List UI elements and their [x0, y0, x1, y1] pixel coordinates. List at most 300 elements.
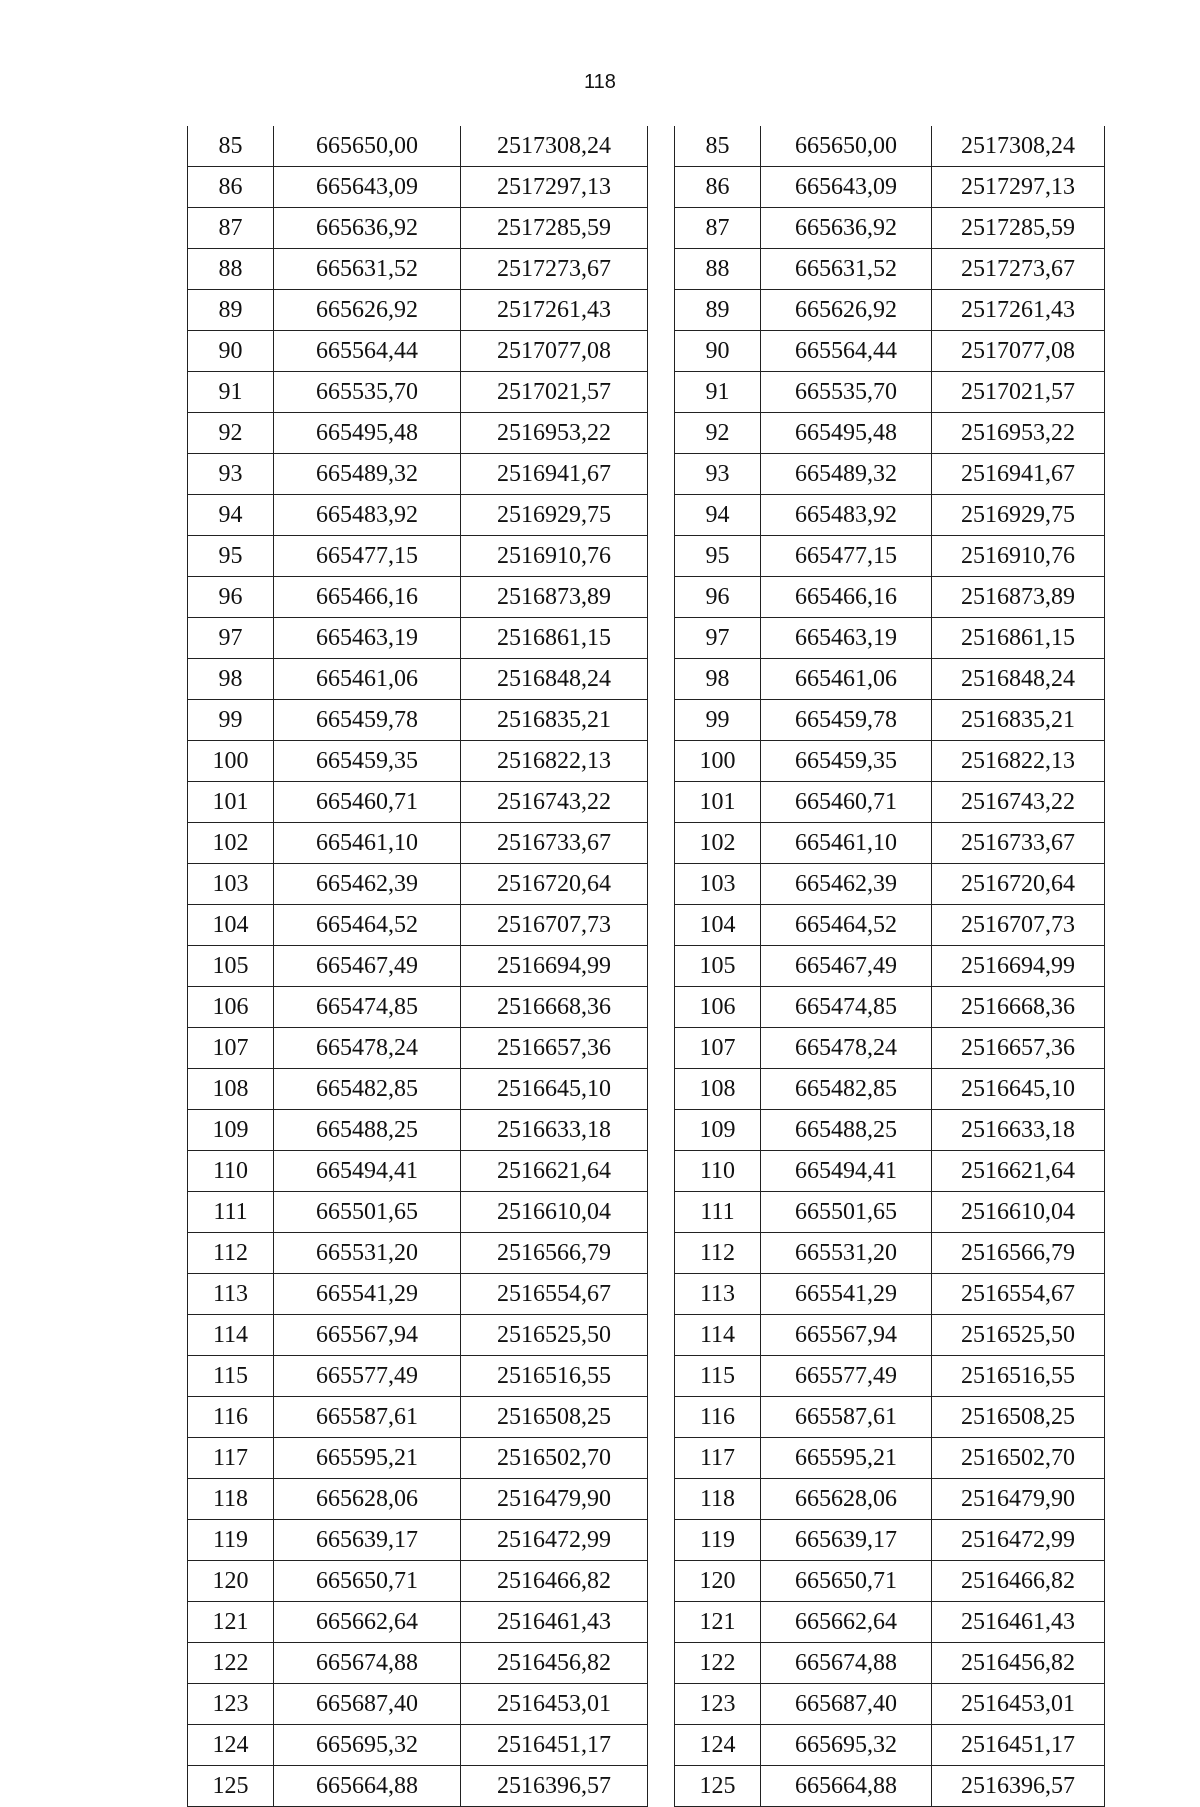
- y-coordinate-cell: 2516953,22: [461, 413, 648, 454]
- y-coordinate-cell: 2516929,75: [932, 495, 1105, 536]
- y-coordinate-cell: 2516861,15: [932, 618, 1105, 659]
- y-coordinate-cell: 2516610,04: [932, 1192, 1105, 1233]
- x-coordinate-cell: 665631,52: [274, 249, 461, 290]
- x-coordinate-cell: 665650,71: [274, 1561, 461, 1602]
- point-number-cell: 115: [675, 1356, 761, 1397]
- x-coordinate-cell: 665662,64: [274, 1602, 461, 1643]
- x-coordinate-cell: 665650,00: [274, 126, 461, 167]
- table-row: [675, 1438, 1105, 1479]
- x-coordinate-cell: 665674,88: [274, 1643, 461, 1684]
- table-row: [188, 1479, 648, 1520]
- x-coordinate-cell: 665460,71: [761, 782, 932, 823]
- y-coordinate-cell: 2516822,13: [461, 741, 648, 782]
- x-coordinate-cell: 665577,49: [274, 1356, 461, 1397]
- y-coordinate-cell: 2516929,75: [461, 495, 648, 536]
- x-coordinate-cell: 665595,21: [274, 1438, 461, 1479]
- table-row: [675, 331, 1105, 372]
- point-number-cell: 119: [188, 1520, 274, 1561]
- x-coordinate-cell: 665463,19: [761, 618, 932, 659]
- point-number-cell: 110: [675, 1151, 761, 1192]
- y-coordinate-cell: 2516707,73: [932, 905, 1105, 946]
- table-row: [188, 1110, 648, 1151]
- x-coordinate-cell: 665643,09: [761, 167, 932, 208]
- table-row: [675, 1356, 1105, 1397]
- point-number-cell: 124: [188, 1725, 274, 1766]
- y-coordinate-cell: 2516657,36: [461, 1028, 648, 1069]
- table-row: [675, 1274, 1105, 1315]
- point-number-cell: 104: [675, 905, 761, 946]
- table-row: [188, 987, 648, 1028]
- table-row: [188, 290, 648, 331]
- point-number-cell: 103: [188, 864, 274, 905]
- y-coordinate-cell: 2516910,76: [461, 536, 648, 577]
- y-coordinate-cell: 2516566,79: [932, 1233, 1105, 1274]
- table-row: [675, 1602, 1105, 1643]
- table-row: [675, 1397, 1105, 1438]
- y-coordinate-cell: 2516910,76: [932, 536, 1105, 577]
- table-row: [188, 1151, 648, 1192]
- point-number-cell: 102: [675, 823, 761, 864]
- x-coordinate-cell: 665636,92: [274, 208, 461, 249]
- point-number-cell: 87: [188, 208, 274, 249]
- y-coordinate-cell: 2516668,36: [932, 987, 1105, 1028]
- point-number-cell: 124: [675, 1725, 761, 1766]
- point-number-cell: 85: [675, 126, 761, 167]
- point-number-cell: 111: [675, 1192, 761, 1233]
- table-row: [188, 782, 648, 823]
- table-row: [188, 208, 648, 249]
- y-coordinate-cell: 2516453,01: [461, 1684, 648, 1725]
- table-row: [188, 372, 648, 413]
- x-coordinate-cell: 665564,44: [274, 331, 461, 372]
- point-number-cell: 96: [675, 577, 761, 618]
- y-coordinate-cell: 2517021,57: [932, 372, 1105, 413]
- y-coordinate-cell: 2516466,82: [932, 1561, 1105, 1602]
- y-coordinate-cell: 2516566,79: [461, 1233, 648, 1274]
- x-coordinate-cell: 665695,32: [761, 1725, 932, 1766]
- table-row: [188, 249, 648, 290]
- point-number-cell: 118: [675, 1479, 761, 1520]
- table-row: [675, 659, 1105, 700]
- point-number-cell: 113: [188, 1274, 274, 1315]
- point-number-cell: 123: [188, 1684, 274, 1725]
- table-row: [675, 454, 1105, 495]
- x-coordinate-cell: 665477,15: [274, 536, 461, 577]
- x-coordinate-cell: 665595,21: [761, 1438, 932, 1479]
- y-coordinate-cell: 2517297,13: [932, 167, 1105, 208]
- y-coordinate-cell: 2516707,73: [461, 905, 648, 946]
- x-coordinate-cell: 665459,78: [274, 700, 461, 741]
- y-coordinate-cell: 2516953,22: [932, 413, 1105, 454]
- table-row: [675, 946, 1105, 987]
- y-coordinate-cell: 2516396,57: [932, 1766, 1105, 1807]
- x-coordinate-cell: 665466,16: [274, 577, 461, 618]
- point-number-cell: 86: [675, 167, 761, 208]
- table-row: [188, 577, 648, 618]
- point-number-cell: 123: [675, 1684, 761, 1725]
- point-number-cell: 97: [675, 618, 761, 659]
- table-row: [675, 372, 1105, 413]
- x-coordinate-cell: 665501,65: [274, 1192, 461, 1233]
- point-number-cell: 120: [188, 1561, 274, 1602]
- table-row: [188, 495, 648, 536]
- y-coordinate-cell: 2516835,21: [932, 700, 1105, 741]
- table-row: [675, 1766, 1105, 1807]
- y-coordinate-cell: 2516451,17: [461, 1725, 648, 1766]
- x-coordinate-cell: 665483,92: [274, 495, 461, 536]
- y-coordinate-cell: 2516645,10: [461, 1069, 648, 1110]
- y-coordinate-cell: 2516554,67: [461, 1274, 648, 1315]
- point-number-cell: 106: [675, 987, 761, 1028]
- point-number-cell: 89: [675, 290, 761, 331]
- table-row: [675, 823, 1105, 864]
- x-coordinate-cell: 665628,06: [761, 1479, 932, 1520]
- x-coordinate-cell: 665650,71: [761, 1561, 932, 1602]
- point-number-cell: 112: [188, 1233, 274, 1274]
- table-row: [675, 208, 1105, 249]
- point-number-cell: 104: [188, 905, 274, 946]
- x-coordinate-cell: 665531,20: [761, 1233, 932, 1274]
- y-coordinate-cell: 2517021,57: [461, 372, 648, 413]
- table-row: [188, 1766, 648, 1807]
- point-number-cell: 118: [188, 1479, 274, 1520]
- y-coordinate-cell: 2516848,24: [461, 659, 648, 700]
- x-coordinate-cell: 665687,40: [761, 1684, 932, 1725]
- coordinates-table-left: [187, 126, 648, 1807]
- table-row: [188, 864, 648, 905]
- x-coordinate-cell: 665483,92: [761, 495, 932, 536]
- y-coordinate-cell: 2516848,24: [932, 659, 1105, 700]
- point-number-cell: 88: [188, 249, 274, 290]
- table-row: [675, 167, 1105, 208]
- y-coordinate-cell: 2517308,24: [461, 126, 648, 167]
- point-number-cell: 114: [188, 1315, 274, 1356]
- y-coordinate-cell: 2516633,18: [461, 1110, 648, 1151]
- point-number-cell: 122: [675, 1643, 761, 1684]
- y-coordinate-cell: 2516525,50: [461, 1315, 648, 1356]
- table-row: [188, 167, 648, 208]
- point-number-cell: 114: [675, 1315, 761, 1356]
- y-coordinate-cell: 2516451,17: [932, 1725, 1105, 1766]
- x-coordinate-cell: 665587,61: [274, 1397, 461, 1438]
- y-coordinate-cell: 2516456,82: [461, 1643, 648, 1684]
- x-coordinate-cell: 665482,85: [761, 1069, 932, 1110]
- x-coordinate-cell: 665477,15: [761, 536, 932, 577]
- y-coordinate-cell: 2516453,01: [932, 1684, 1105, 1725]
- point-number-cell: 100: [188, 741, 274, 782]
- y-coordinate-cell: 2516720,64: [461, 864, 648, 905]
- table-row: [675, 700, 1105, 741]
- y-coordinate-cell: 2516743,22: [461, 782, 648, 823]
- x-coordinate-cell: 665564,44: [761, 331, 932, 372]
- x-coordinate-cell: 665501,65: [761, 1192, 932, 1233]
- table-row: [675, 1643, 1105, 1684]
- table-row: [188, 1233, 648, 1274]
- point-number-cell: 101: [188, 782, 274, 823]
- x-coordinate-cell: 665639,17: [761, 1520, 932, 1561]
- y-coordinate-cell: 2517285,59: [932, 208, 1105, 249]
- point-number-cell: 92: [188, 413, 274, 454]
- table-row: [188, 1725, 648, 1766]
- x-coordinate-cell: 665460,71: [274, 782, 461, 823]
- point-number-cell: 116: [675, 1397, 761, 1438]
- point-number-cell: 125: [188, 1766, 274, 1807]
- x-coordinate-cell: 665631,52: [761, 249, 932, 290]
- x-coordinate-cell: 665489,32: [274, 454, 461, 495]
- y-coordinate-cell: 2516525,50: [932, 1315, 1105, 1356]
- point-number-cell: 112: [675, 1233, 761, 1274]
- table-row: [675, 249, 1105, 290]
- table-row: [188, 1192, 648, 1233]
- table-row: [188, 1315, 648, 1356]
- point-number-cell: 99: [188, 700, 274, 741]
- x-coordinate-cell: 665626,92: [761, 290, 932, 331]
- y-coordinate-cell: 2516508,25: [932, 1397, 1105, 1438]
- y-coordinate-cell: 2516657,36: [932, 1028, 1105, 1069]
- y-coordinate-cell: 2516822,13: [932, 741, 1105, 782]
- y-coordinate-cell: 2516743,22: [932, 782, 1105, 823]
- table-row: [188, 1643, 648, 1684]
- table-row: [675, 618, 1105, 659]
- y-coordinate-cell: 2516668,36: [461, 987, 648, 1028]
- point-number-cell: 108: [188, 1069, 274, 1110]
- point-number-cell: 99: [675, 700, 761, 741]
- x-coordinate-cell: 665535,70: [274, 372, 461, 413]
- point-number-cell: 119: [675, 1520, 761, 1561]
- point-number-cell: 88: [675, 249, 761, 290]
- point-number-cell: 100: [675, 741, 761, 782]
- point-number-cell: 121: [188, 1602, 274, 1643]
- point-number-cell: 106: [188, 987, 274, 1028]
- y-coordinate-cell: 2517308,24: [932, 126, 1105, 167]
- x-coordinate-cell: 665474,85: [274, 987, 461, 1028]
- x-coordinate-cell: 665462,39: [274, 864, 461, 905]
- y-coordinate-cell: 2516621,64: [461, 1151, 648, 1192]
- y-coordinate-cell: 2516472,99: [932, 1520, 1105, 1561]
- table-row: [675, 1725, 1105, 1766]
- point-number-cell: 90: [188, 331, 274, 372]
- x-coordinate-cell: 665662,64: [761, 1602, 932, 1643]
- x-coordinate-cell: 665495,48: [761, 413, 932, 454]
- point-number-cell: 89: [188, 290, 274, 331]
- table-row: [675, 126, 1105, 167]
- x-coordinate-cell: 665495,48: [274, 413, 461, 454]
- x-coordinate-cell: 665695,32: [274, 1725, 461, 1766]
- point-number-cell: 96: [188, 577, 274, 618]
- x-coordinate-cell: 665461,10: [274, 823, 461, 864]
- point-number-cell: 95: [188, 536, 274, 577]
- point-number-cell: 98: [188, 659, 274, 700]
- point-number-cell: 105: [675, 946, 761, 987]
- table-row: [188, 946, 648, 987]
- table-row: [188, 536, 648, 577]
- y-coordinate-cell: 2517077,08: [461, 331, 648, 372]
- x-coordinate-cell: 665478,24: [761, 1028, 932, 1069]
- point-number-cell: 103: [675, 864, 761, 905]
- y-coordinate-cell: 2516941,67: [932, 454, 1105, 495]
- table-row: [675, 1315, 1105, 1356]
- y-coordinate-cell: 2516694,99: [932, 946, 1105, 987]
- point-number-cell: 91: [188, 372, 274, 413]
- table-row: [188, 1028, 648, 1069]
- point-number-cell: 101: [675, 782, 761, 823]
- y-coordinate-cell: 2516516,55: [932, 1356, 1105, 1397]
- point-number-cell: 90: [675, 331, 761, 372]
- x-coordinate-cell: 665463,19: [274, 618, 461, 659]
- y-coordinate-cell: 2516610,04: [461, 1192, 648, 1233]
- y-coordinate-cell: 2517077,08: [932, 331, 1105, 372]
- x-coordinate-cell: 665535,70: [761, 372, 932, 413]
- y-coordinate-cell: 2516873,89: [932, 577, 1105, 618]
- y-coordinate-cell: 2517297,13: [461, 167, 648, 208]
- x-coordinate-cell: 665643,09: [274, 167, 461, 208]
- table-row: [675, 1069, 1105, 1110]
- x-coordinate-cell: 665664,88: [274, 1766, 461, 1807]
- x-coordinate-cell: 665587,61: [761, 1397, 932, 1438]
- y-coordinate-cell: 2516645,10: [932, 1069, 1105, 1110]
- table-row: [188, 700, 648, 741]
- point-number-cell: 107: [188, 1028, 274, 1069]
- y-coordinate-cell: 2516479,90: [932, 1479, 1105, 1520]
- point-number-cell: 117: [188, 1438, 274, 1479]
- x-coordinate-cell: 665636,92: [761, 208, 932, 249]
- table-row: [675, 1028, 1105, 1069]
- x-coordinate-cell: 665474,85: [761, 987, 932, 1028]
- x-coordinate-cell: 665664,88: [761, 1766, 932, 1807]
- y-coordinate-cell: 2516466,82: [461, 1561, 648, 1602]
- x-coordinate-cell: 665494,41: [274, 1151, 461, 1192]
- y-coordinate-cell: 2517273,67: [932, 249, 1105, 290]
- point-number-cell: 117: [675, 1438, 761, 1479]
- x-coordinate-cell: 665639,17: [274, 1520, 461, 1561]
- x-coordinate-cell: 665674,88: [761, 1643, 932, 1684]
- point-number-cell: 87: [675, 208, 761, 249]
- y-coordinate-cell: 2516861,15: [461, 618, 648, 659]
- y-coordinate-cell: 2516835,21: [461, 700, 648, 741]
- y-coordinate-cell: 2516694,99: [461, 946, 648, 987]
- x-coordinate-cell: 665482,85: [274, 1069, 461, 1110]
- x-coordinate-cell: 665478,24: [274, 1028, 461, 1069]
- point-number-cell: 108: [675, 1069, 761, 1110]
- table-row: [675, 1684, 1105, 1725]
- y-coordinate-cell: 2516633,18: [932, 1110, 1105, 1151]
- table-row: [188, 1356, 648, 1397]
- table-row: [675, 1561, 1105, 1602]
- point-number-cell: 121: [675, 1602, 761, 1643]
- point-number-cell: 93: [188, 454, 274, 495]
- y-coordinate-cell: 2516456,82: [932, 1643, 1105, 1684]
- x-coordinate-cell: 665459,35: [274, 741, 461, 782]
- table-row: [188, 126, 648, 167]
- table-row: [188, 905, 648, 946]
- y-coordinate-cell: 2517273,67: [461, 249, 648, 290]
- y-coordinate-cell: 2516502,70: [932, 1438, 1105, 1479]
- x-coordinate-cell: 665464,52: [761, 905, 932, 946]
- x-coordinate-cell: 665459,78: [761, 700, 932, 741]
- table-row: [675, 987, 1105, 1028]
- point-number-cell: 102: [188, 823, 274, 864]
- y-coordinate-cell: 2516733,67: [932, 823, 1105, 864]
- table-row: [675, 1233, 1105, 1274]
- y-coordinate-cell: 2516472,99: [461, 1520, 648, 1561]
- table-row: [188, 1274, 648, 1315]
- y-coordinate-cell: 2516733,67: [461, 823, 648, 864]
- x-coordinate-cell: 665541,29: [761, 1274, 932, 1315]
- x-coordinate-cell: 665466,16: [761, 577, 932, 618]
- table-row: [188, 454, 648, 495]
- point-number-cell: 111: [188, 1192, 274, 1233]
- y-coordinate-cell: 2517285,59: [461, 208, 648, 249]
- table-row: [675, 1479, 1105, 1520]
- point-number-cell: 122: [188, 1643, 274, 1684]
- page-number: 118: [584, 71, 616, 93]
- table-row: [675, 290, 1105, 331]
- table-row: [188, 1069, 648, 1110]
- x-coordinate-cell: 665467,49: [761, 946, 932, 987]
- x-coordinate-cell: 665628,06: [274, 1479, 461, 1520]
- point-number-cell: 109: [675, 1110, 761, 1151]
- table-row: [675, 864, 1105, 905]
- table-row: [675, 495, 1105, 536]
- y-coordinate-cell: 2516621,64: [932, 1151, 1105, 1192]
- y-coordinate-cell: 2517261,43: [932, 290, 1105, 331]
- point-number-cell: 95: [675, 536, 761, 577]
- point-number-cell: 86: [188, 167, 274, 208]
- point-number-cell: 115: [188, 1356, 274, 1397]
- y-coordinate-cell: 2516554,67: [932, 1274, 1105, 1315]
- y-coordinate-cell: 2516502,70: [461, 1438, 648, 1479]
- table-row: [188, 1520, 648, 1561]
- x-coordinate-cell: 665488,25: [274, 1110, 461, 1151]
- x-coordinate-cell: 665464,52: [274, 905, 461, 946]
- point-number-cell: 97: [188, 618, 274, 659]
- table-row: [675, 536, 1105, 577]
- table-row: [675, 577, 1105, 618]
- x-coordinate-cell: 665687,40: [274, 1684, 461, 1725]
- y-coordinate-cell: 2516508,25: [461, 1397, 648, 1438]
- table-row: [675, 1110, 1105, 1151]
- x-coordinate-cell: 665461,10: [761, 823, 932, 864]
- table-row: [675, 1520, 1105, 1561]
- point-number-cell: 109: [188, 1110, 274, 1151]
- x-coordinate-cell: 665489,32: [761, 454, 932, 495]
- x-coordinate-cell: 665461,06: [761, 659, 932, 700]
- point-number-cell: 120: [675, 1561, 761, 1602]
- y-coordinate-cell: 2516873,89: [461, 577, 648, 618]
- coordinates-table-right: [674, 126, 1105, 1807]
- x-coordinate-cell: 665577,49: [761, 1356, 932, 1397]
- x-coordinate-cell: 665650,00: [761, 126, 932, 167]
- table-row: [188, 1684, 648, 1725]
- table-row: [188, 1438, 648, 1479]
- y-coordinate-cell: 2516461,43: [461, 1602, 648, 1643]
- table-row: [675, 1192, 1105, 1233]
- x-coordinate-cell: 665531,20: [274, 1233, 461, 1274]
- point-number-cell: 125: [675, 1766, 761, 1807]
- x-coordinate-cell: 665567,94: [761, 1315, 932, 1356]
- table-row: [188, 823, 648, 864]
- point-number-cell: 110: [188, 1151, 274, 1192]
- y-coordinate-cell: 2516461,43: [932, 1602, 1105, 1643]
- point-number-cell: 105: [188, 946, 274, 987]
- y-coordinate-cell: 2516479,90: [461, 1479, 648, 1520]
- x-coordinate-cell: 665626,92: [274, 290, 461, 331]
- point-number-cell: 113: [675, 1274, 761, 1315]
- table-row: [675, 905, 1105, 946]
- x-coordinate-cell: 665462,39: [761, 864, 932, 905]
- point-number-cell: 98: [675, 659, 761, 700]
- y-coordinate-cell: 2516516,55: [461, 1356, 648, 1397]
